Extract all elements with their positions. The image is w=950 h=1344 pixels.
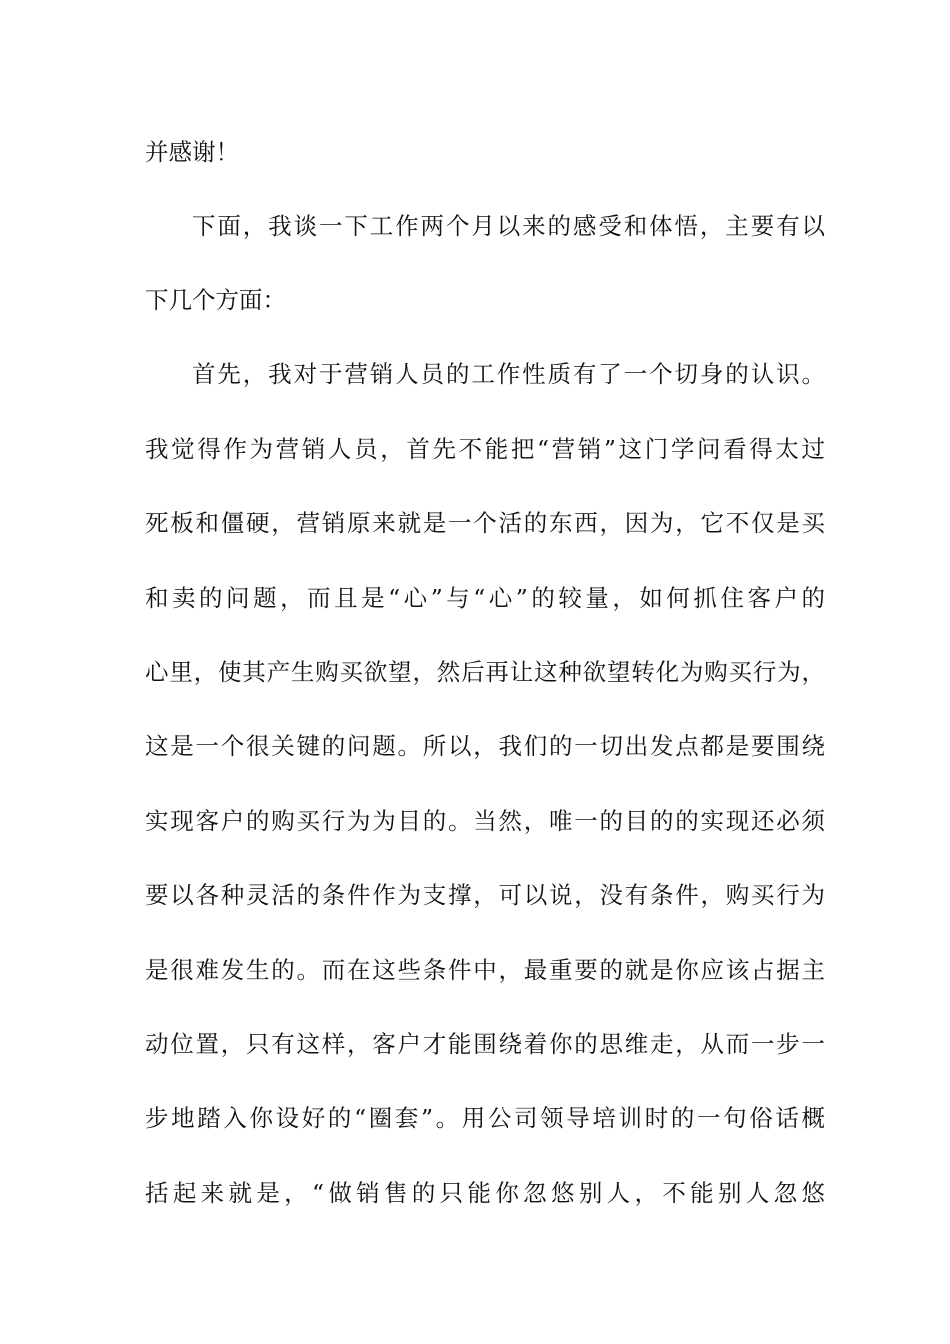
text-line-3: 下几个方面： bbox=[145, 286, 286, 314]
text-line-7: 和卖的问题，而且是“心”与“心”的较量，如何抓住客户的 bbox=[145, 584, 825, 612]
text-line-8: 心里，使其产生购买欲望，然后再让这种欲望转化为购买行为， bbox=[145, 658, 825, 686]
text-line-10: 实现客户的购买行为为目的。当然，唯一的目的的实现还必须 bbox=[145, 807, 825, 835]
text-line-4: 首先，我对于营销人员的工作性质有了一个切身的认识。 bbox=[192, 360, 825, 388]
text-line-12: 是很难发生的。而在这些条件中，最重要的就是你应该占据主 bbox=[145, 956, 825, 984]
text-line-14: 步地踏入你设好的“圈套”。用公司领导培训时的一句俗话概 bbox=[145, 1104, 825, 1132]
text-line-1: 并感谢！ bbox=[145, 138, 239, 166]
text-line-6: 死板和僵硬，营销原来就是一个活的东西，因为，它不仅是买 bbox=[145, 509, 825, 537]
text-line-13: 动位置，只有这样，客户才能围绕着你的思维走，从而一步一 bbox=[145, 1030, 825, 1058]
text-line-5: 我觉得作为营销人员，首先不能把“营销”这门学问看得太过 bbox=[145, 435, 825, 463]
text-line-11: 要以各种灵活的条件作为支撑，可以说，没有条件，购买行为 bbox=[145, 881, 825, 909]
text-line-2: 下面，我谈一下工作两个月以来的感受和体悟，主要有以 bbox=[192, 212, 825, 240]
text-line-9: 这是一个很关键的问题。所以，我们的一切出发点都是要围绕 bbox=[145, 732, 825, 760]
text-line-15: 括起来就是，“做销售的只能你忽悠别人，不能别人忽悠 bbox=[145, 1179, 825, 1207]
